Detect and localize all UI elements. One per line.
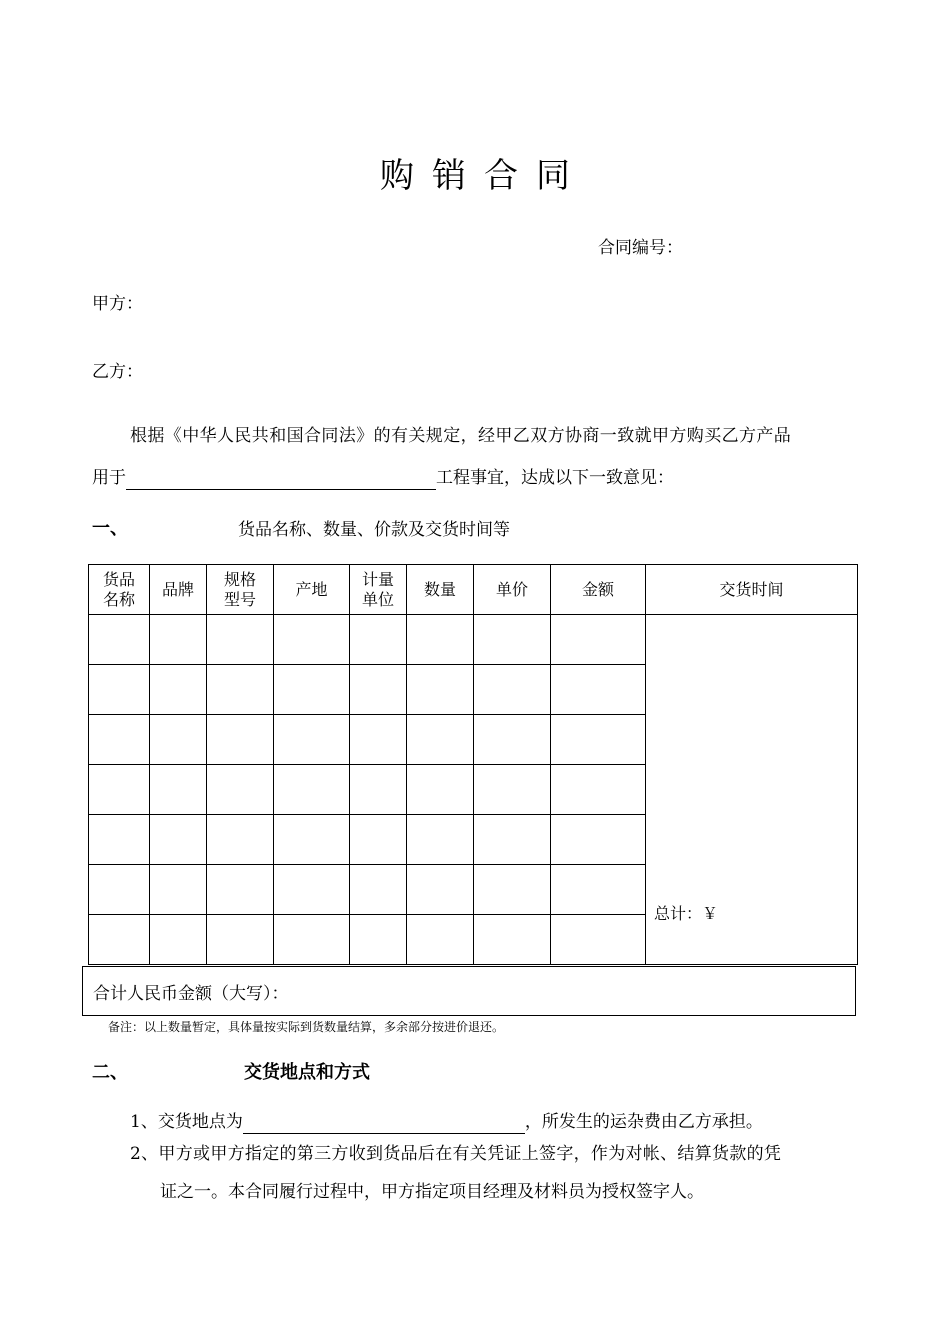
clause-1 [130, 1110, 763, 1134]
table-cell[interactable] [274, 715, 350, 765]
table-cell[interactable] [150, 765, 207, 815]
table-cell[interactable] [274, 815, 350, 865]
remark-note: 备注：以上数量暂定，具体量按实际到货数量结算，多余部分按进价退还。 [108, 1020, 505, 1034]
intro-paragraph-line-2 [92, 466, 674, 490]
clause-2-line-1: 2、甲方或甲方指定的第三方收到货品后在有关凭证上签字，作为对帐、结算货款的凭 [130, 1144, 782, 1164]
page-title: 购销合同 [380, 156, 588, 196]
table-cell[interactable] [150, 665, 207, 715]
delivery-time-cell[interactable] [646, 615, 858, 965]
project-name-blank[interactable] [126, 469, 436, 490]
header-unit-price: 单价 [474, 565, 551, 615]
table-cell[interactable] [89, 615, 150, 665]
header-quantity: 数量 [407, 565, 474, 615]
table-cell[interactable] [89, 915, 150, 965]
total-amount-in-words-label: 合计人民币金额（大写）： [93, 984, 289, 1004]
table-cell[interactable] [407, 815, 474, 865]
table-cell[interactable] [89, 715, 150, 765]
table-cell[interactable] [207, 865, 274, 915]
table-cell[interactable] [474, 865, 551, 915]
table-cell[interactable] [407, 915, 474, 965]
header-spec-model: 规格 型号 [207, 565, 274, 615]
table-cell[interactable] [350, 815, 407, 865]
table-cell[interactable] [551, 715, 646, 765]
table-cell[interactable] [207, 815, 274, 865]
table-cell[interactable] [551, 815, 646, 865]
table-cell[interactable] [89, 765, 150, 815]
table-cell[interactable] [89, 865, 150, 915]
table-cell[interactable] [350, 665, 407, 715]
total-amount-in-words-box[interactable] [82, 966, 856, 1016]
table-cell[interactable] [474, 915, 551, 965]
table-cell[interactable] [407, 765, 474, 815]
table-cell[interactable] [350, 915, 407, 965]
table-cell[interactable] [89, 665, 150, 715]
table-cell[interactable] [207, 715, 274, 765]
table-cell[interactable] [407, 865, 474, 915]
table-cell[interactable] [407, 715, 474, 765]
table-cell[interactable] [150, 715, 207, 765]
party-b-label: 乙方： [92, 362, 143, 382]
section-1-number: 一、 [92, 518, 128, 539]
table-cell[interactable] [551, 915, 646, 965]
table-cell[interactable] [274, 615, 350, 665]
table-cell[interactable] [474, 615, 551, 665]
table-cell[interactable] [150, 865, 207, 915]
table-cell[interactable] [274, 865, 350, 915]
header-amount: 金额 [551, 565, 646, 615]
table-cell[interactable] [89, 815, 150, 865]
delivery-location-blank[interactable] [243, 1113, 525, 1134]
header-delivery-time: 交货时间 [646, 565, 858, 615]
table-cell[interactable] [407, 665, 474, 715]
table-header-row [89, 565, 858, 615]
table-cell[interactable] [207, 765, 274, 815]
table-cell[interactable] [407, 615, 474, 665]
table-cell[interactable] [551, 865, 646, 915]
header-brand: 品牌 [150, 565, 207, 615]
party-a-label: 甲方： [92, 294, 143, 314]
table-cell[interactable] [474, 815, 551, 865]
table-cell[interactable] [350, 615, 407, 665]
table-cell[interactable] [150, 915, 207, 965]
header-unit: 计量 单位 [350, 565, 407, 615]
clause-1-prefix: 1、交货地点为 [130, 1112, 243, 1132]
total-label: 总计：￥ [654, 904, 719, 923]
table-cell[interactable] [207, 665, 274, 715]
intro-prefix: 用于 [92, 468, 126, 488]
table-cell[interactable] [350, 765, 407, 815]
table-cell[interactable] [551, 765, 646, 815]
intro-suffix: 工程事宜，达成以下一致意见： [436, 468, 674, 488]
table-cell[interactable] [551, 615, 646, 665]
goods-table [88, 564, 858, 965]
table-cell[interactable] [274, 765, 350, 815]
table-cell[interactable] [474, 665, 551, 715]
section-2-number: 二、 [92, 1062, 128, 1083]
table-cell[interactable] [551, 665, 646, 715]
table-cell[interactable] [350, 715, 407, 765]
header-origin: 产地 [274, 565, 350, 615]
table-cell[interactable] [350, 865, 407, 915]
contract-number-label: 合同编号： [598, 238, 683, 258]
table-cell[interactable] [150, 815, 207, 865]
clause-1-suffix: ，所发生的运杂费由乙方承担。 [524, 1112, 763, 1132]
table-cell[interactable] [474, 765, 551, 815]
table-cell[interactable] [207, 615, 274, 665]
table-cell[interactable] [274, 665, 350, 715]
header-goods-name: 货品 名称 [89, 565, 150, 615]
section-2-title: 交货地点和方式 [244, 1062, 370, 1083]
table-cell[interactable] [207, 915, 274, 965]
table-row [89, 615, 858, 665]
clause-2-line-2: 证之一。本合同履行过程中，甲方指定项目经理及材料员为授权签字人。 [160, 1182, 704, 1202]
table-cell[interactable] [150, 615, 207, 665]
section-1-title: 货品名称、数量、价款及交货时间等 [238, 520, 510, 540]
intro-paragraph-line-1: 根据《中华人民共和国合同法》的有关规定，经甲乙双方协商一致就甲方购买乙方产品 [130, 426, 792, 446]
table-cell[interactable] [274, 915, 350, 965]
table-cell[interactable] [474, 715, 551, 765]
